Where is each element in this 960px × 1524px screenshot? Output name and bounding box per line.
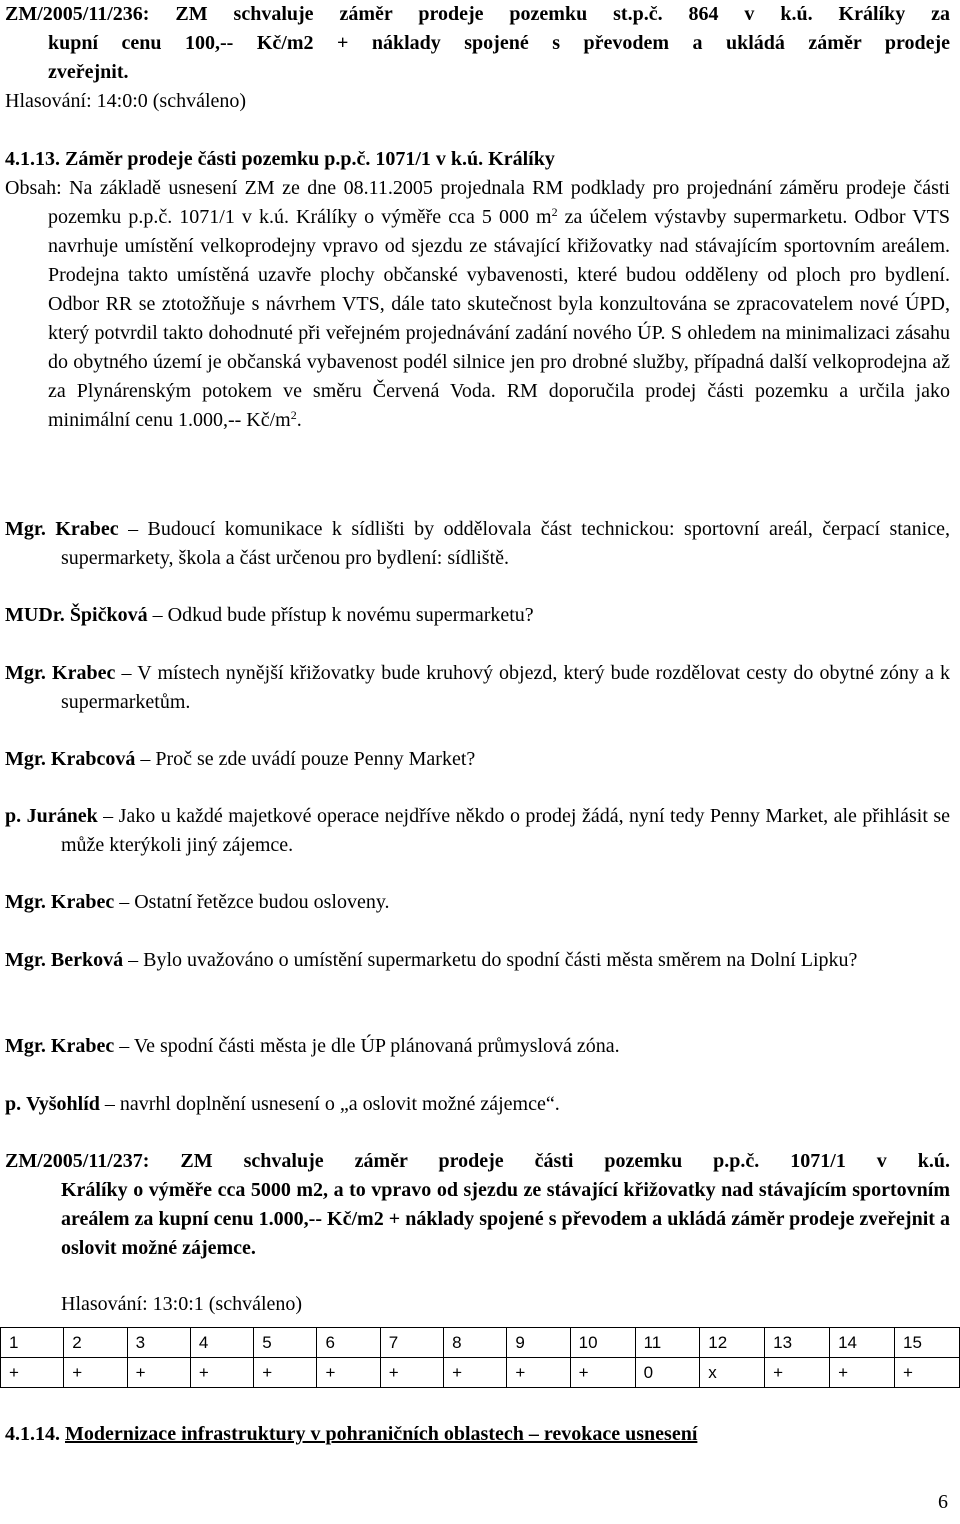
- resolution-text: ZM schvaluje záměr prodeje pozemku st.p.č. 864 v k.ú. Králíky za: [175, 3, 951, 25]
- discussion-entry: Mgr. Krabec – V místech nynější křižovatky bude kruhový objezd, který bude rozdělovat cesty do obytné zóny a k supermarketům.: [5, 662, 951, 713]
- section-title: Modernizace infrastruktury v pohraničních oblastech – revokace usnesení: [65, 1423, 698, 1445]
- discussion-entry: p. Juránek – Jako u každé majetkové operace nejdříve někdo o prodej žádá, nyní tedy Penny Market, ale přihlásit se může kterýkoli jiný zájemce.: [5, 805, 950, 856]
- resolution-id: ZM/2005/11/237:: [5, 1150, 150, 1172]
- speaker-name: Vyšohlíd: [26, 1093, 100, 1115]
- table-cell: 8: [444, 1328, 507, 1358]
- speaker-name: Berková: [50, 949, 124, 971]
- table-cell: +: [317, 1358, 380, 1388]
- table-cell: 14: [830, 1328, 895, 1358]
- table-cell: 9: [507, 1328, 570, 1358]
- resolution-text: Králíky o výměře cca 5000 m2, a to vpravo od sjezdu ze stávající křižovatky nad stávajícím sportovním areálem za kupní cenu 1.000,-- Kč/m2 + náklady spojené s převodem a ukládá záměr prodeje zveřejnit a oslovit možné zájemce.: [61, 1179, 950, 1259]
- table-cell: +: [570, 1358, 635, 1388]
- table-cell: 0: [635, 1358, 700, 1388]
- table-cell: 10: [570, 1328, 635, 1358]
- table-cell: 2: [64, 1328, 127, 1358]
- section-heading: 4.1.13. Záměr prodeje části pozemku p.p.č. 1071/1 v k.ú. Králíky: [5, 148, 555, 170]
- table-cell: 4: [190, 1328, 253, 1358]
- table-cell: +: [507, 1358, 570, 1388]
- content-paragraph: Obsah: Na základě usnesení ZM ze dne 08.11.2005 projednala RM podklady pro projednání záměru prodeje části pozemku p.p.č. 1071/1 v k.ú. Králíky o výměře cca 5 000 $m^2$ za účelem výstavby supermarketu. Odbor VTS navrhuje umístění velkoprodejny vpravo od sjezdu ze stávající křižovatky nad stávajícím sportovním areálem. Prodejna takto umístěná uzavře plochy občanské vybavenosti, které budou odděleny od ploch pro bydlení. Odbor RR se ztotožňuje s návrhem VTS, dále tato skutečnost byla konzultována se zpracovatelem nové ÚPD, který potvrdil takto dohodnuté při veřejném projednávání zadání nového ÚP. S ohledem na minimalizaci zásahu do obytného území je občanská vybavenost podél silnice jen pro drobné služby, případná další velkoprodejna až za Plynárenským potokem ve směru Červená Voda. RM doporučila prodej části pozemku a určila jako minimální cenu 1.000,-- $Kč/m^2$.: [5, 177, 951, 431]
- speaker-name: Juránek: [26, 805, 98, 827]
- table-cell: 15: [894, 1328, 959, 1358]
- table-cell: +: [254, 1358, 317, 1388]
- discussion-entry: Mgr. Krabec – Ve spodní části města je dle ÚP plánovaná průmyslová zóna.: [5, 1035, 620, 1057]
- resolution-236: [5, 0, 950, 87]
- table-cell: 7: [380, 1328, 443, 1358]
- discussion-entry: Mgr. Krabec – Budoucí komunikace k sídlišti by oddělovala část technickou: sportovní areál, čerpací stanice, supermarkety, škola a část určenou pro bydlení: sídliště.: [5, 518, 950, 569]
- section-heading: 4.1.14. Modernizace infrastruktury v pohraničních oblastech – revokace usnesení: [5, 1423, 698, 1445]
- table-cell: 12: [700, 1328, 765, 1358]
- table-cell: +: [444, 1358, 507, 1388]
- content-label: Obsah:: [5, 177, 62, 199]
- table-cell: 5: [254, 1328, 317, 1358]
- speaker-name: Krabec: [50, 891, 115, 913]
- resolution-text: ZM schvaluje záměr prodeje části pozemku p.p.č. 1071/1 v k.ú.: [180, 1150, 950, 1172]
- table-cell: x: [700, 1358, 765, 1388]
- table-cell: 11: [635, 1328, 700, 1358]
- discussion-entry: Mgr. Krabcová – Proč se zde uvádí pouze Penny Market?: [5, 748, 476, 770]
- table-row: [1, 1358, 960, 1388]
- table-cell: 1: [1, 1328, 64, 1358]
- page-number: 6: [938, 1491, 948, 1513]
- table-cell: +: [190, 1358, 253, 1388]
- table-cell: +: [64, 1358, 127, 1388]
- resolution-id: ZM/2005/11/236:: [5, 3, 150, 25]
- resolution-237: [5, 1147, 950, 1263]
- vote-result: Hlasování: 14:0:0 (schváleno): [5, 90, 247, 112]
- table-cell: +: [894, 1358, 959, 1388]
- discussion-entry: MUDr. Špičková – Odkud bude přístup k novému supermarketu?: [5, 604, 534, 626]
- table-cell: 13: [765, 1328, 830, 1358]
- discussion-entry: Mgr. Krabec – Ostatní řetězce budou osloveny.: [5, 891, 390, 913]
- table-cell: 6: [317, 1328, 380, 1358]
- vote-table: [0, 1327, 960, 1388]
- discussion-entry: p. Vyšohlíd – navrhl doplnění usnesení o „a oslovit možné zájemce“.: [5, 1093, 560, 1115]
- table-cell: +: [380, 1358, 443, 1388]
- speaker-name: Špičková: [69, 604, 148, 626]
- table-cell: +: [1, 1358, 64, 1388]
- speaker-name: Krabcová: [50, 748, 136, 770]
- discussion-entry: Mgr. Berková – Bylo uvažováno o umístění supermarketu do spodní části města směrem na Dolní Lipku?: [5, 949, 858, 971]
- resolution-text: kupní cenu 100,-- Kč/m2 + náklady spojené s převodem a ukládá záměr prodeje: [48, 32, 950, 54]
- table-row: [1, 1328, 960, 1358]
- table-cell: +: [830, 1358, 895, 1388]
- resolution-text: zveřejnit.: [48, 61, 129, 83]
- table-cell: 3: [127, 1328, 190, 1358]
- table-cell: +: [765, 1358, 830, 1388]
- speaker-name: Krabec: [52, 662, 116, 684]
- speaker-name: Krabec: [55, 518, 119, 540]
- table-cell: +: [127, 1358, 190, 1388]
- vote-result: Hlasování: 13:0:1 (schváleno): [61, 1293, 303, 1315]
- speaker-name: Krabec: [50, 1035, 115, 1057]
